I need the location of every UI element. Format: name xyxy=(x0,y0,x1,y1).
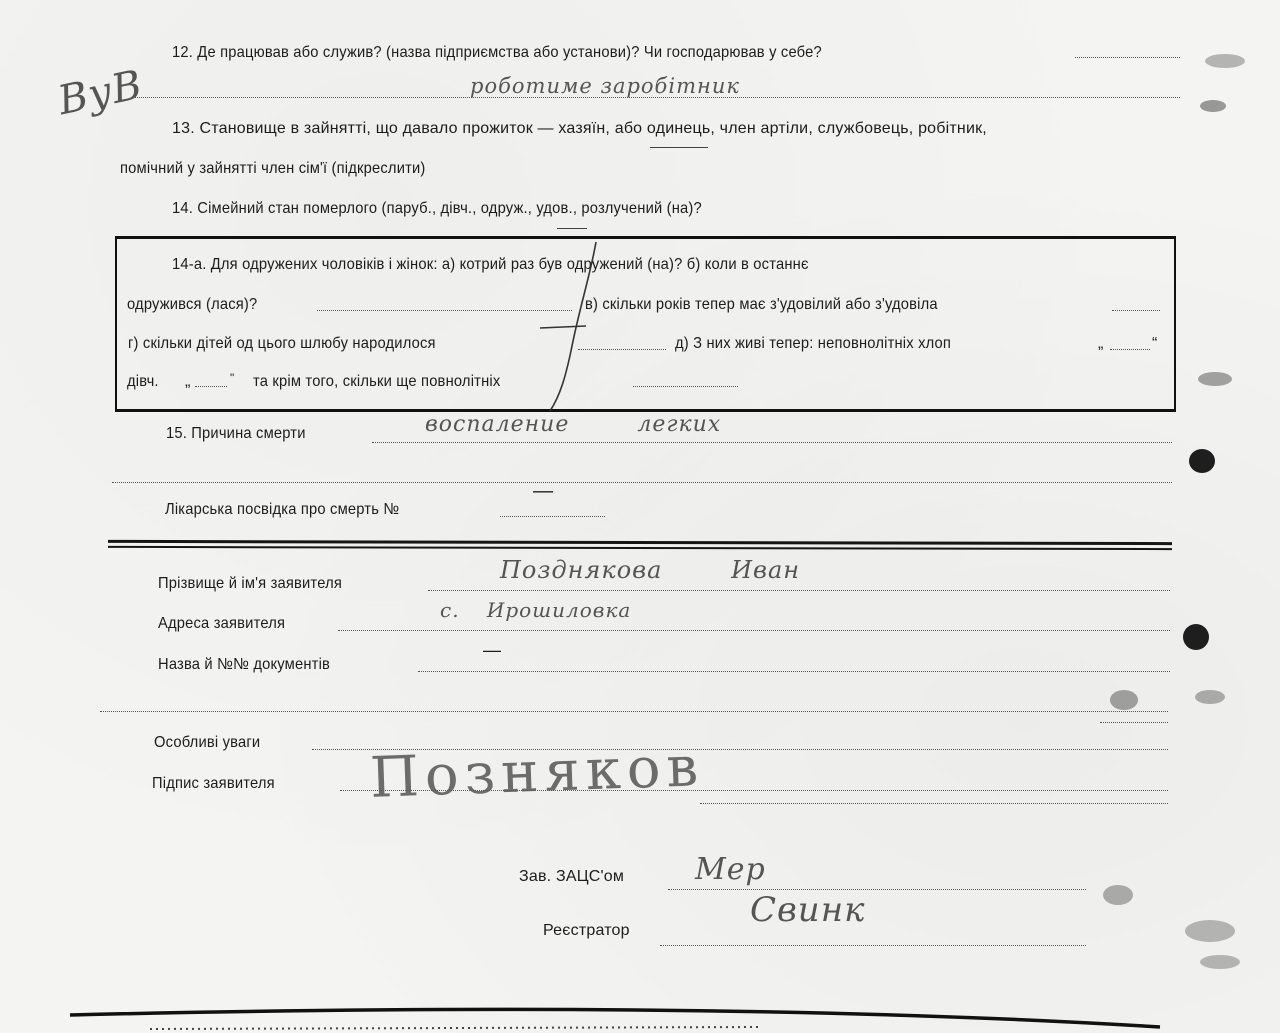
q14a-quote-close-2: " xyxy=(230,371,235,385)
q14-label: 14. Сімейний стан померлого (паруб., дівч., одруж., удов., розлучений (на)? xyxy=(172,200,702,217)
q13-label-line-1: 13. Становище в зайнятті, що давало прожиток — хазяїн, або одинець, член артіли, службовець, робітник, xyxy=(172,120,987,137)
q12-label: 12. Де працював або служив? (назва підприємства або установи)? Чи господарював у себе? xyxy=(172,44,822,61)
q14-underline-divch xyxy=(557,228,587,229)
q12-answer: роботиме заробітник xyxy=(470,74,740,98)
remarks-label: Особливі уваги xyxy=(154,734,261,751)
registrar-label: Реєстратор xyxy=(543,922,630,939)
edge-damage-2 xyxy=(1200,100,1226,112)
applicant-signature-fill-2 xyxy=(700,803,1168,804)
registrar-fill xyxy=(660,945,1086,946)
q14a-line-2-b: в) скільки років тепер має з'удовілий або з'удовіла xyxy=(585,296,938,313)
q14a-crossout-stroke xyxy=(520,236,610,416)
edge-damage-4 xyxy=(1110,690,1138,710)
edge-damage-6 xyxy=(1103,885,1133,905)
q14a-quote-open-1: „ xyxy=(1098,335,1104,352)
q15-label: 15. Причина смерти xyxy=(166,425,306,442)
q14a-fill-5 xyxy=(195,386,227,387)
medical-certificate-value: — xyxy=(533,480,554,502)
applicant-name-label: Прізвище й ім'я заявителя xyxy=(158,575,343,592)
head-zags-fill xyxy=(668,889,1086,890)
q12-fill-line-1 xyxy=(1075,57,1180,58)
applicant-address-fill xyxy=(338,630,1170,631)
q14a-quote-close-1: “ xyxy=(1152,335,1158,352)
applicant-signature-value: Позняков xyxy=(368,734,706,811)
q15-answer: воспаление легких xyxy=(425,412,722,437)
punch-hole-mark-2 xyxy=(1183,624,1209,650)
q14a-line-3-a: г) скільки дітей од цього шлюбу народилося xyxy=(128,335,436,352)
q14a-line-4-b: та крім того, скільки ще повнолітніх xyxy=(253,373,501,390)
applicant-address-value: с. Ирошиловка xyxy=(440,598,632,622)
edge-damage-5 xyxy=(1195,690,1225,704)
edge-damage-7 xyxy=(1185,920,1235,942)
applicant-documents-value: — xyxy=(483,640,502,660)
punch-hole-mark-1 xyxy=(1189,449,1215,473)
q15-fill-line-2 xyxy=(112,482,1172,483)
applicant-name-fill xyxy=(428,590,1170,591)
edge-damage-8 xyxy=(1200,955,1240,969)
q14a-line-4-a: дівч. xyxy=(127,373,159,390)
edge-damage-3 xyxy=(1198,372,1232,386)
applicant-documents-fill-2 xyxy=(100,711,1168,712)
medical-certificate-label: Лікарська посвідка про смерть № xyxy=(165,501,400,518)
margin-annotation: ВуВ xyxy=(54,61,147,125)
applicant-name-value: Позднякова Иван xyxy=(500,556,801,584)
section-divider-top xyxy=(108,540,1172,545)
q14a-quote-open-2: „ xyxy=(185,373,191,390)
q14a-fill-2 xyxy=(1112,310,1160,311)
remarks-fill-2 xyxy=(1100,722,1168,723)
registrar-signature: Свинк xyxy=(750,890,866,930)
q14a-line-3-b: д) З них живі тепер: неповнолітніх хлоп xyxy=(675,335,952,352)
q13-underline-hazyain xyxy=(650,147,708,148)
q14a-line-2-a: одружився (лася)? xyxy=(127,296,258,313)
q13-label-line-2: помічний у зайнятті член сім'ї (підкреслити) xyxy=(120,160,426,177)
applicant-documents-label: Назва й №№ документів xyxy=(158,656,331,673)
section-divider-bottom xyxy=(108,546,1172,550)
applicant-signature-label: Підпис заявителя xyxy=(152,775,275,792)
applicant-address-label: Адреса заявителя xyxy=(158,615,286,632)
head-zags-signature: Мер xyxy=(695,852,766,887)
q14a-line-1: 14-а. Для одружених чоловіків і жінок: а) котрий раз був одружений (на)? б) коли в останнє xyxy=(172,256,809,273)
page-bottom-rule xyxy=(0,1005,1280,1033)
q14a-fill-4 xyxy=(1110,349,1150,350)
q14a-fill-6 xyxy=(633,386,738,387)
q15-fill-line-1 xyxy=(372,442,1172,443)
head-zags-label: Зав. ЗАЦС'ом xyxy=(519,868,625,885)
edge-damage-1 xyxy=(1205,54,1245,68)
applicant-documents-fill xyxy=(418,671,1170,672)
medical-certificate-fill xyxy=(500,516,605,517)
